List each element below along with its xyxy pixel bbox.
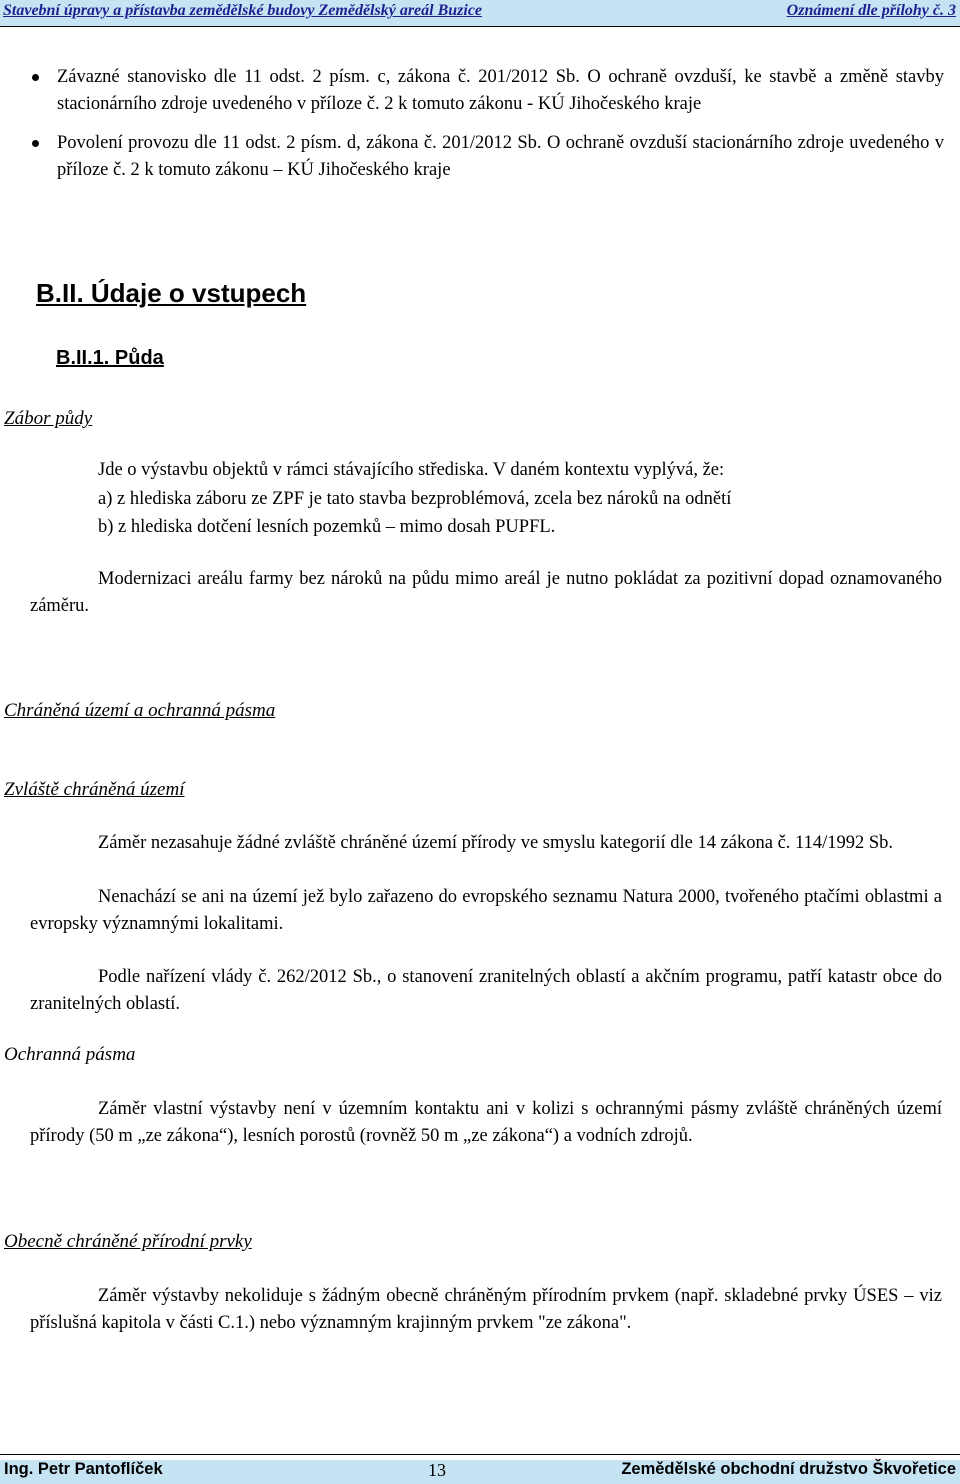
zabor-line: Jde o výstavbu objektů v rámci stávajícího střediska. V daném kontextu vyplývá, že: xyxy=(98,460,725,480)
subsection-heading: B.II.1. Půda xyxy=(56,347,164,369)
specially-protected-heading: Zvláště chráněná území xyxy=(4,779,185,800)
footer-author: Ing. Petr Pantoflíček xyxy=(4,1460,163,1478)
protected-areas-heading: Chráněná území a ochranná pásma xyxy=(4,700,276,721)
general-protected-paragraph: Záměr výstavby nekoliduje s žádným obecně chráněným přírodním prvkem (např. skladebné prvky ÚSES – viz příslušná kapitola v části C.1.) nebo významným krajinným prvkem "ze zákona". xyxy=(30,1286,942,1333)
header-document-title: Stavební úpravy a přístavba zemědělské budovy Zemědělský areál Buzice xyxy=(3,2,483,19)
zabor-paragraph: Modernizaci areálu farmy bez nároků na půdu mimo areál je nutno pokládat za pozitivní dopad oznamovaného záměru. xyxy=(30,569,942,616)
page-number: 13 xyxy=(428,1460,446,1480)
zabor-heading: Zábor půdy xyxy=(4,408,93,429)
footer-organization: Zemědělské obchodní družstvo Škvořetice xyxy=(621,1460,956,1478)
bullet-text: Povolení provozu dle 11 odst. 2 písm. d, zákona č. 201/2012 Sb. O ochraně ovzduší stacionárního zdroje uvedeného v příloze č. 2 k tomuto zákonu – KÚ Jihočeského kraje xyxy=(57,133,944,180)
list-item xyxy=(32,64,944,118)
list-item xyxy=(32,130,944,184)
bullet-icon xyxy=(32,140,39,147)
section-heading: B.II. Údaje o vstupech xyxy=(36,278,307,308)
bullet-icon xyxy=(32,74,39,81)
permit-bullet-list xyxy=(32,64,944,196)
specially-protected-paragraph: Záměr nezasahuje žádné zvláště chráněné území přírody ve smyslu kategorií dle 14 zákona č. 114/1992 Sb. xyxy=(98,833,894,853)
general-protected-heading: Obecně chráněné přírodní prvky xyxy=(4,1231,252,1252)
natura-paragraph: Nenachází se ani na území jež bylo zařazeno do evropského seznamu Natura 2000, tvořeného ptačími oblastmi a evropsky významnými lokalitami. xyxy=(30,887,942,934)
zabor-line: b) z hlediska dotčení lesních pozemků – mimo dosah PUPFL. xyxy=(98,517,556,537)
zabor-line: a) z hlediska záboru ze ZPF je tato stavba bezproblémová, zcela bez nároků na odnětí xyxy=(98,489,732,509)
footer-divider xyxy=(0,1454,960,1455)
header-annex-label: Oznámení dle přílohy č. 3 xyxy=(786,2,956,19)
protection-zones-paragraph: Záměr vlastní výstavby není v územním kontaktu ani v kolizi s ochrannými pásmy zvláště chráněných území přírody (50 m „ze zákona“), lesních porostů (rovněž 50 m „ze zákona“) a vodních zdrojů. xyxy=(30,1099,942,1146)
bullet-text: Závazné stanovisko dle 11 odst. 2 písm. c, zákona č. 201/2012 Sb. O ochraně ovzduší, ke stavbě a změně stavby stacionárního zdroje uvedeného v příloze č. 2 k tomuto zákonu - KÚ Jihočeského kraje xyxy=(57,67,944,114)
protection-zones-heading: Ochranná pásma xyxy=(4,1044,136,1065)
vulnerable-zones-paragraph: Podle nařízení vlády č. 262/2012 Sb., o stanovení zranitelných oblastí a akčním programu, patří katastr obce do zranitelných oblastí. xyxy=(30,967,942,1014)
